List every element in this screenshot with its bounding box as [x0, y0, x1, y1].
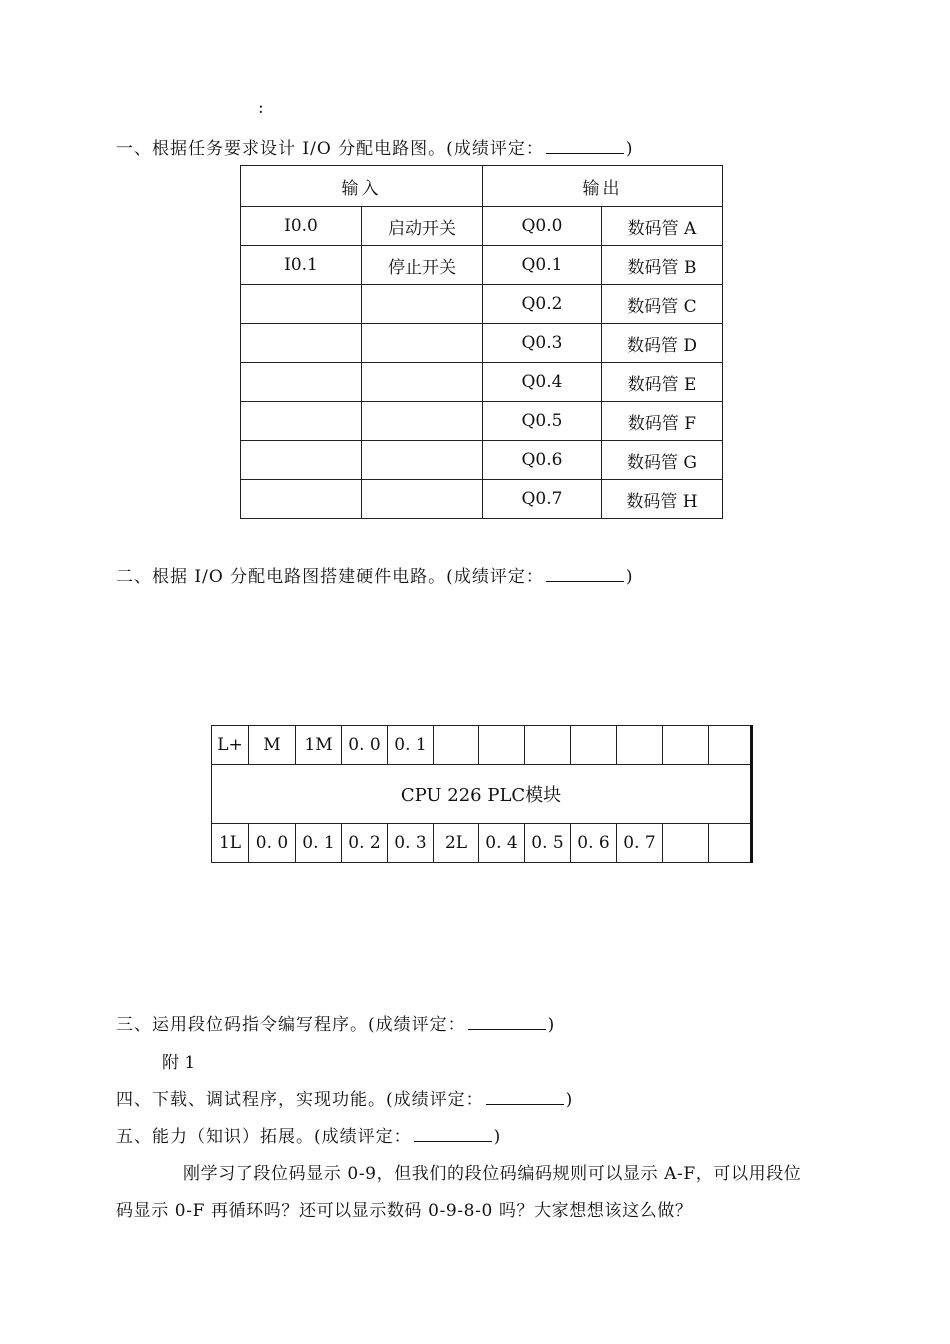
plc-top-terminal: L+	[212, 726, 249, 765]
section-2-close: )	[625, 567, 634, 587]
output-address-cell: Q0.7	[483, 480, 602, 519]
input-name-cell: 启动开关	[362, 207, 483, 246]
output-address-cell: Q0.0	[483, 207, 602, 246]
plc-bottom-terminal: 0. 1	[296, 824, 342, 863]
section-4-close: )	[565, 1090, 574, 1110]
output-name-cell: 数码管 G	[602, 441, 723, 480]
input-name-cell	[362, 480, 483, 519]
plc-top-terminal: 0. 0	[342, 726, 388, 765]
output-address-cell: Q0.2	[483, 285, 602, 324]
output-name-cell: 数码管 A	[602, 207, 723, 246]
input-name-cell	[362, 324, 483, 363]
io-assignment-table	[240, 165, 723, 519]
appendix-label: 附 1	[162, 1053, 196, 1073]
section-1-close: )	[625, 139, 634, 159]
input-name-cell	[362, 441, 483, 480]
output-name-cell: 数码管 D	[602, 324, 723, 363]
output-address-cell: Q0.5	[483, 402, 602, 441]
section-2-heading	[116, 562, 633, 587]
grade-blank-1[interactable]	[546, 137, 624, 154]
io-table-row	[241, 246, 723, 285]
section-1-heading	[116, 134, 633, 159]
grade-blank-3[interactable]	[468, 1013, 546, 1030]
plc-module-label: CPU 226 PLC模块	[212, 765, 752, 824]
plc-bottom-terminals	[212, 824, 752, 863]
section-5-close: )	[493, 1127, 502, 1147]
io-table-row	[241, 363, 723, 402]
io-table-row	[241, 207, 723, 246]
input-header: 输入	[241, 166, 483, 207]
io-table-row	[241, 285, 723, 324]
input-name-cell: 停止开关	[362, 246, 483, 285]
plc-bottom-terminal: 2L	[434, 824, 479, 863]
plc-bottom-terminal: 1L	[212, 824, 249, 863]
plc-terminal-diagram	[211, 725, 753, 863]
plc-bottom-terminal: 0. 7	[617, 824, 663, 863]
output-header: 输出	[483, 166, 723, 207]
output-address-cell: Q0.6	[483, 441, 602, 480]
plc-bottom-terminal: 0. 0	[249, 824, 296, 863]
output-name-cell: 数码管 H	[602, 480, 723, 519]
plc-bottom-terminal	[663, 824, 709, 863]
input-address-cell: I0.1	[241, 246, 362, 285]
plc-top-terminal: 0. 1	[388, 726, 434, 765]
input-address-cell	[241, 402, 362, 441]
section-5-heading	[116, 1122, 501, 1147]
input-address-cell	[241, 363, 362, 402]
input-name-cell	[362, 402, 483, 441]
plc-top-terminal	[617, 726, 663, 765]
plc-top-terminal	[434, 726, 479, 765]
io-table-row	[241, 324, 723, 363]
input-address-cell	[241, 324, 362, 363]
stray-colon: :	[258, 98, 264, 118]
grade-blank-2[interactable]	[546, 565, 624, 582]
io-table-row	[241, 480, 723, 519]
output-address-cell: Q0.4	[483, 363, 602, 402]
section-4-text: 四、下载、调试程序，实现功能。(成绩评定：	[116, 1090, 484, 1110]
output-name-cell: 数码管 E	[602, 363, 723, 402]
input-address-cell: I0.0	[241, 207, 362, 246]
section-2-text: 二、根据 I/O 分配电路图搭建硬件电路。(成绩评定：	[116, 567, 544, 587]
output-name-cell: 数码管 C	[602, 285, 723, 324]
plc-bottom-terminal: 0. 6	[571, 824, 617, 863]
output-address-cell: Q0.3	[483, 324, 602, 363]
plc-bottom-terminal: 0. 4	[479, 824, 525, 863]
plc-bottom-terminal: 0. 5	[525, 824, 571, 863]
io-table-row	[241, 441, 723, 480]
grade-blank-4[interactable]	[486, 1088, 564, 1105]
section-3-heading	[116, 1010, 555, 1035]
plc-top-terminal	[525, 726, 571, 765]
output-address-cell: Q0.1	[483, 246, 602, 285]
section-4-heading	[116, 1085, 573, 1110]
section-1-text: 一、根据任务要求设计 I/O 分配电路图。(成绩评定：	[116, 139, 544, 159]
plc-bottom-terminal: 0. 3	[388, 824, 434, 863]
output-name-cell: 数码管 F	[602, 402, 723, 441]
section-5-text: 五、能力（知识）拓展。(成绩评定：	[116, 1127, 412, 1147]
plc-top-terminal: 1M	[296, 726, 342, 765]
plc-top-terminal	[571, 726, 617, 765]
grade-blank-5[interactable]	[414, 1125, 492, 1142]
plc-top-terminals	[212, 726, 752, 765]
plc-top-terminal: M	[249, 726, 296, 765]
plc-top-terminal	[479, 726, 525, 765]
input-address-cell	[241, 480, 362, 519]
section-3-text: 三、运用段位码指令编写程序。(成绩评定：	[116, 1015, 466, 1035]
extension-paragraph-line-2: 码显示 0-F 再循环吗？还可以显示数码 0-9-8-0 吗？大家想想该这么做？	[116, 1201, 693, 1221]
section-3-close: )	[547, 1015, 556, 1035]
input-address-cell	[241, 285, 362, 324]
io-table-header-row	[241, 166, 723, 207]
io-table-row	[241, 402, 723, 441]
extension-paragraph-line-1: 刚学习了段位码显示 0-9，但我们的段位码编码规则可以显示 A-F，可以用段位	[183, 1164, 802, 1184]
input-name-cell	[362, 363, 483, 402]
plc-bottom-terminal: 0. 2	[342, 824, 388, 863]
output-name-cell: 数码管 B	[602, 246, 723, 285]
plc-bottom-terminal	[709, 824, 752, 863]
input-name-cell	[362, 285, 483, 324]
plc-top-terminal	[663, 726, 709, 765]
input-address-cell	[241, 441, 362, 480]
plc-top-terminal	[709, 726, 752, 765]
